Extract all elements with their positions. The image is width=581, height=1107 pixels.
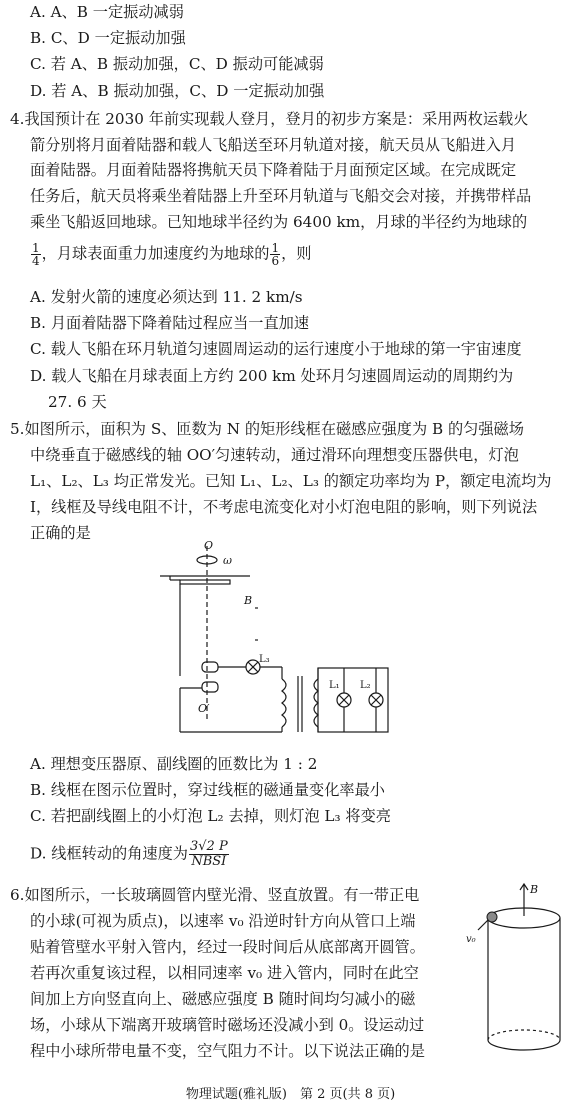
label-l2: L₂ xyxy=(360,680,371,691)
q4-option-b: B. 月面着陆器下降着陆过程应当一直加速 xyxy=(30,314,310,332)
label-l3: L₃ xyxy=(259,654,270,665)
fraction-one-sixth: $\frac{1}{6}$ xyxy=(271,241,280,268)
q5-option-c: C. 若把副线圈上的小灯泡 L₂ 去掉，则灯泡 L₃ 将变亮 xyxy=(30,807,391,825)
q5-stem-line4: I，线框及导线电阻不计，不考虑电流变化对小灯泡电阻的影响，则下列说法 xyxy=(30,498,538,516)
label-l1: L₁ xyxy=(329,680,340,691)
tube-bottom-back xyxy=(488,1030,560,1040)
coil-frame-top xyxy=(180,580,230,584)
slip-ring-lower xyxy=(202,682,218,692)
q6-stem-line6: 场，小球从下端离开玻璃管时磁场还没减小到 0。设运动过 xyxy=(30,1016,425,1034)
q6-stem-line1: 6.如图所示，一长玻璃圆管内壁光滑、竖直放置。有一带正电 xyxy=(10,886,420,904)
q5-stem-line3: L₁、L₂、L₃ 均正常发光。已知 L₁、L₂、L₃ 的额定功率均为 P，额定电流均为 xyxy=(30,472,552,490)
q5-option-a: A. 理想变压器原、副线圈的匝数比为 1 : 2 xyxy=(30,755,318,773)
primary-coil xyxy=(282,679,286,727)
q6-stem-line2: 的小球(可视为质点)，以速率 v₀ 沿逆时针方向从管口上端 xyxy=(30,912,416,930)
q4-option-c: C. 载人飞船在环月轨道匀速圆周运动的运行速度小于地球的第一宇宙速度 xyxy=(30,340,522,358)
q4-option-d-cont: 27. 6 天 xyxy=(48,393,107,411)
slip-ring-upper xyxy=(202,662,218,672)
q5-option-d: D. 线框转动的角速度为 $\frac{3√2 P}{\text{NBSI}}$ xyxy=(30,839,228,869)
q6-stem-line7: 程中小球所带电量不变，空气阻力不计。以下说法正确的是 xyxy=(30,1042,425,1060)
tube-bottom-front xyxy=(488,1040,560,1050)
q3-option-a: A. A、B 一定振动减弱 xyxy=(30,3,184,21)
page-footer: 物理试题(雅礼版) 第 2 页(共 8 页) xyxy=(185,1087,396,1102)
q6-stem-line3: 贴着管壁水平射入管内，经过一段时间后从底部离开圆管。 xyxy=(30,938,425,956)
label-b: B xyxy=(530,883,539,896)
q5-stem-line2: 中绕垂直于磁感线的轴 OO′匀速转动，通过滑环向理想变压器供电，灯泡 xyxy=(30,446,519,464)
q6-tube-figure xyxy=(462,880,572,1060)
q6-stem-line5: 间加上方向竖直向上、磁感应强度 B 随时间均匀减小的磁 xyxy=(30,990,416,1008)
q5-option-b: B. 线框在图示位置时，穿过线框的磁通量变化率最小 xyxy=(30,781,385,799)
secondary-loop xyxy=(318,668,388,732)
q4-option-d: D. 载人飞船在月球表面上方约 200 km 处环月匀速圆周运动的周期约为 xyxy=(30,367,514,385)
q4-stem-line6: $\frac{1}{4}$ ，月球表面重力加速度约为地球的 $\frac{1}{6}$ ，则 xyxy=(32,241,312,268)
q5-stem-line5: 正确的是 xyxy=(30,524,91,542)
q3-option-d: D. 若 A、B 振动加强，C、D 一定振动加强 xyxy=(30,82,325,100)
label-omega: ω xyxy=(223,554,232,567)
fraction-one-quarter: $\frac{1}{4}$ xyxy=(32,241,40,268)
q3-option-c: C. 若 A、B 振动加强，C、D 振动可能减弱 xyxy=(30,55,324,73)
secondary-coil xyxy=(314,679,318,727)
label-v0: v₀ xyxy=(466,934,476,945)
q4-stem-line2: 箭分别将月面着陆器和载人飞船送至环月轨道对接，航天员从飞船进入月 xyxy=(30,136,516,154)
q5-circuit-figure xyxy=(160,538,400,738)
label-o-prime: O′ xyxy=(198,702,210,715)
q4-stem-line4: 任务后，航天员将乘坐着陆器上升至环月轨道与飞船交会对接，并携带样品 xyxy=(30,187,532,205)
angular-velocity-fraction: $\frac{3√2 P}{\text{NBSI}}$ xyxy=(189,839,228,869)
q6-stem-line4: 若再次重复该过程，以相同速率 v₀ 进入管内，同时在此空 xyxy=(30,964,419,982)
q4-stem-line1: 4.我国预计在 2030 年前实现载人登月，登月的初步方案是：采用两枚运载火 xyxy=(10,110,529,128)
q3-option-b: B. C、D 一定振动加强 xyxy=(30,29,186,47)
q4-stem-line3: 面着陆器。月面着陆器将携航天员下降着陆于月面预定区域。在完成既定 xyxy=(30,161,516,179)
q4-stem-line5: 乘坐飞船返回地球。已知地球半径约为 6400 km，月球的半径约为地球的 xyxy=(30,213,528,231)
label-o: O xyxy=(204,539,214,552)
q4-option-a: A. 发射火箭的速度必须达到 11. 2 km/s xyxy=(30,288,303,306)
label-b: B xyxy=(244,594,253,607)
q5-stem-line1: 5.如图所示，面积为 S、匝数为 N 的矩形线框在磁感应强度为 B 的匀强磁场 xyxy=(10,420,524,438)
charged-ball xyxy=(487,912,497,922)
